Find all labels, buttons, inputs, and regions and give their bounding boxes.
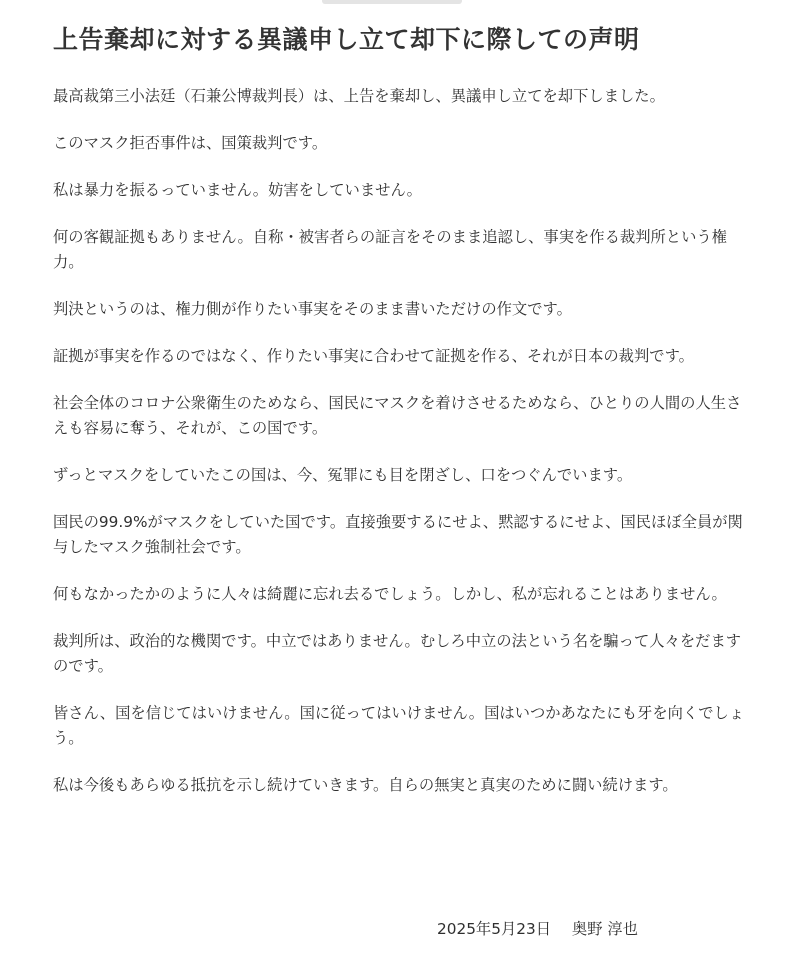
paragraph-8: ずっとマスクをしていたこの国は、今、冤罪にも目を閉ざし、口をつぐんでいます。 (53, 466, 633, 484)
paragraph-6: 証拠が事実を作るのではなく、作りたい事実に合わせて証拠を作る、それが日本の裁判です。 (53, 347, 694, 365)
paragraph-9: 国民の99.9%がマスクをしていた国です。直接強要するにせよ、黙認するにせよ、国民ほぼ全員が関与したマスク強制社会です。 (53, 513, 743, 556)
statement-title: 上告棄却に対する異議申し立て却下に際しての声明 (53, 25, 640, 54)
statement-body (53, 84, 753, 798)
paragraph-5: 判決というのは、権力側が作りたい事実をそのまま書いただけの作文です。 (53, 300, 572, 318)
signature-author: 奥野 淳也 (571, 920, 638, 938)
cropped-text-line (322, 0, 462, 4)
signature-line (437, 917, 638, 942)
paragraph-10: 何もなかったかのように人々は綺麗に忘れ去るでしょう。しかし、私が忘れることはありません。 (53, 585, 727, 603)
signature-date: 2025年5月23日 (437, 920, 552, 938)
cropped-header-fragment (0, 0, 792, 8)
paragraph-3: 私は暴力を振るっていません。妨害をしていません。 (53, 181, 422, 199)
paragraph-12: 皆さん、国を信じてはいけません。国に従ってはいけません。国はいつかあなたにも牙を向くでしょう。 (53, 704, 745, 747)
paragraph-13: 私は今後もあらゆる抵抗を示し続けていきます。自らの無実と真実のために闘い続けます。 (53, 776, 678, 794)
paragraph-11: 裁判所は、政治的な機関です。中立ではありません。むしろ中立の法という名を騙って人々をだますのです。 (53, 632, 742, 675)
paragraph-2: このマスク拒否事件は、国策裁判です。 (53, 134, 328, 152)
paragraph-4: 何の客観証拠もありません。自称・被害者らの証言をそのまま追認し、事実を作る裁判所という権力。 (53, 228, 727, 271)
paragraph-1: 最高裁第三小法廷（石兼公博裁判長）は、上告を棄却し、異議申し立てを却下しました。 (53, 87, 665, 105)
statement-document (53, 22, 753, 820)
paragraph-7: 社会全体のコロナ公衆衛生のためなら、国民にマスクを着けさせるためなら、ひとりの人間の人生さえも容易に奪う、それが、この国です。 (53, 394, 742, 437)
